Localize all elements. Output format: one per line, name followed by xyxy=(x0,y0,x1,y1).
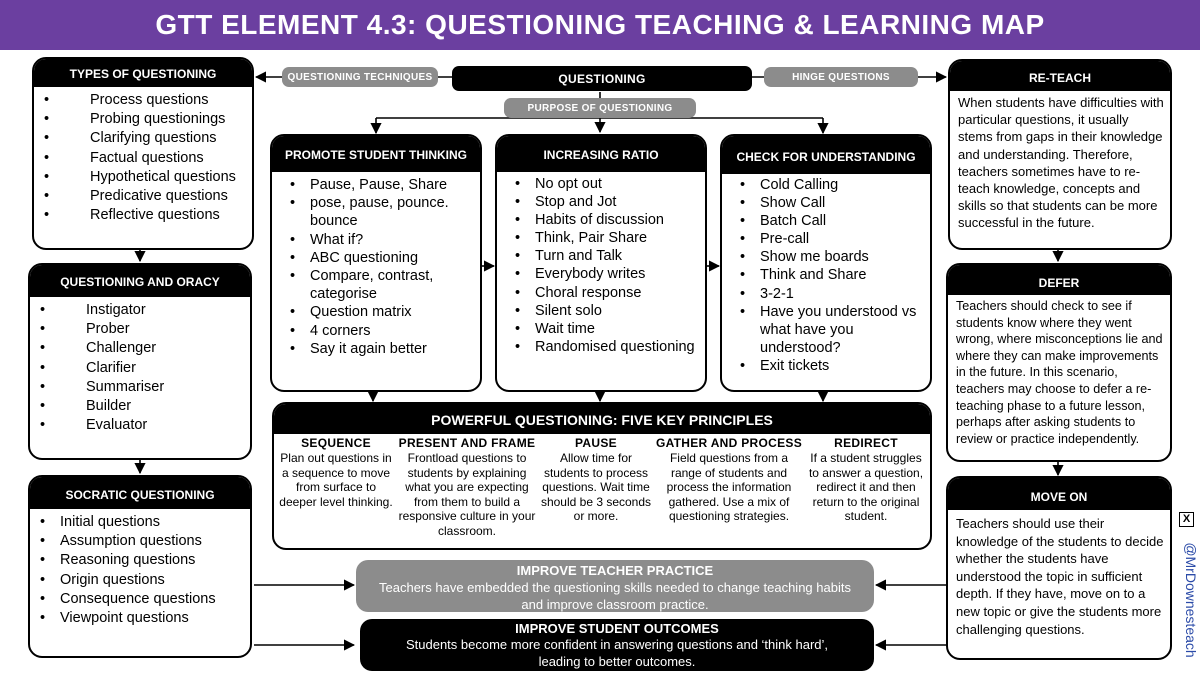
questioning-and-oracy-box xyxy=(28,263,252,460)
principle-text: Plan out questions in a sequence to move from surface to deeper level thinking. xyxy=(279,451,393,509)
move-on-title: MOVE ON xyxy=(948,478,1170,510)
improve-teacher-practice-title: IMPROVE TEACHER PRACTICE xyxy=(516,563,714,578)
list-item: • Say it again better xyxy=(310,340,474,358)
defer-box xyxy=(946,263,1172,462)
promote-student-thinking-title: PROMOTE STUDENT THINKING xyxy=(272,136,480,172)
principle-text: If a student struggles to answer a question, redirect it and then return to the original student. xyxy=(808,451,924,524)
list-item: • Clarifying questions xyxy=(64,129,246,148)
list-item: • 3-2-1 xyxy=(760,285,924,303)
list-item: • Pre-call xyxy=(760,230,924,248)
socratic-questions-list xyxy=(30,509,250,628)
questioning-and-oracy-title: QUESTIONING AND ORACY xyxy=(30,265,250,297)
list-item: • Prober xyxy=(60,320,244,339)
list-item: • Cold Calling xyxy=(760,176,924,194)
list-item: • Show me boards xyxy=(760,248,924,266)
principle-present-and-frame xyxy=(396,434,538,539)
types-of-questioning-list xyxy=(34,87,252,225)
list-item: • Randomised questioning xyxy=(535,338,699,356)
list-item: • Pause, Pause, Share xyxy=(310,176,474,194)
list-item: • Builder xyxy=(60,397,244,416)
list-item: • Have you understood vs what have you understood? xyxy=(760,303,924,357)
list-item: • Silent solo xyxy=(535,302,699,320)
five-key-principles-box xyxy=(272,402,932,550)
list-item: • Question matrix xyxy=(310,303,474,321)
list-item: • Probing questionings xyxy=(64,110,246,129)
list-item: • Hypothetical questions xyxy=(64,168,246,187)
list-item: • Turn and Talk xyxy=(535,247,699,265)
principle-title: GATHER AND PROCESS xyxy=(655,436,803,450)
hinge-questions-label: HINGE QUESTIONS xyxy=(764,67,918,87)
list-item: • Instigator xyxy=(60,301,244,320)
list-item: • Think, Pair Share xyxy=(535,229,699,247)
list-item: • 4 corners xyxy=(310,322,474,340)
principle-gather-and-process xyxy=(654,434,804,539)
types-of-questioning-box xyxy=(32,57,254,250)
defer-title: DEFER xyxy=(948,265,1170,295)
move-on-box xyxy=(946,476,1172,660)
principle-redirect xyxy=(804,434,928,539)
improve-teacher-practice-box xyxy=(356,560,874,612)
questioning-techniques-label: QUESTIONING TECHNIQUES xyxy=(282,67,438,87)
x-logo-icon: X xyxy=(1179,512,1194,527)
improve-student-outcomes-text: Students become more confident in answering questions and ‘think hard’, leading to better outcomes. xyxy=(405,637,829,669)
improve-teacher-practice-text: Teachers have embedded the questioning skills needed to change teaching habits and improve classroom practice. xyxy=(379,580,851,612)
re-teach-title: RE-TEACH xyxy=(950,61,1170,91)
list-item: • Summariser xyxy=(60,378,244,397)
socratic-questioning-box xyxy=(28,475,252,658)
principle-pause xyxy=(538,434,654,539)
five-key-principles-title: POWERFUL QUESTIONING: FIVE KEY PRINCIPLES xyxy=(274,404,930,434)
defer-text: Teachers should check to see if students know where they went wrong, where misconceptions lie and where they can make improvements in the future. In this scenario, teachers may choose to defer a re-teaching phase to a future lesson, perhaps after asking students to review or practice independently. xyxy=(956,299,1163,446)
purpose-of-questioning-label: PURPOSE OF QUESTIONING xyxy=(504,98,696,118)
list-item: • Process questions xyxy=(64,91,246,110)
list-item: • Assumption questions xyxy=(60,532,244,551)
types-of-questioning-title: TYPES OF QUESTIONING xyxy=(34,59,252,87)
list-item: • Origin questions xyxy=(60,571,244,590)
social-handle-text[interactable]: @MrDownesteach xyxy=(1183,542,1199,658)
increasing-ratio-box xyxy=(495,134,707,392)
principle-text: Field questions from a range of students and process the information gathered. Use a mix of questioning strategies. xyxy=(666,451,792,524)
move-on-text: Teachers should use their knowledge of the students to decide whether the students have understood the topic in sufficient depth. If they have, move on to a new topic or give the students more challenging questions. xyxy=(956,516,1164,637)
list-item: • Reasoning questions xyxy=(60,551,244,570)
list-item: • Show Call xyxy=(760,194,924,212)
principle-title: PAUSE xyxy=(575,436,617,450)
social-handle xyxy=(1176,512,1198,662)
list-item: • Initial questions xyxy=(60,513,244,532)
check-understanding-list xyxy=(722,174,930,375)
re-teach-text: When students have difficulties with particular questions, it usually stems from gaps in their knowledge and understanding. Therefore, teachers sometimes have to re-teach knowledge, concepts and skills so that students can be more successful in the future. xyxy=(958,95,1164,231)
principle-text: Frontload questions to students by explaining what you are expecting from them to build a responsive culture in your classroom. xyxy=(398,451,536,538)
list-item: • Clarifier xyxy=(60,359,244,378)
list-item: • Factual questions xyxy=(64,149,246,168)
principle-text: Allow time for students to process questions. Wait time should be 3 seconds or more. xyxy=(540,451,652,524)
list-item: • Habits of discussion xyxy=(535,211,699,229)
list-item: • Exit tickets xyxy=(760,357,924,375)
re-teach-box xyxy=(948,59,1172,250)
page-title: GTT ELEMENT 4.3: QUESTIONING TEACHING & LEARNING MAP xyxy=(0,0,1200,50)
promote-student-thinking-box xyxy=(270,134,482,392)
increasing-ratio-list xyxy=(497,172,705,356)
list-item: • Viewpoint questions xyxy=(60,609,244,628)
list-item: • Reflective questions xyxy=(64,206,246,225)
list-item: • Compare, contrast, categorise xyxy=(310,267,474,303)
list-item: • Batch Call xyxy=(760,212,924,230)
list-item: • Predicative questions xyxy=(64,187,246,206)
principle-title: PRESENT AND FRAME xyxy=(398,436,536,450)
list-item: • No opt out xyxy=(535,175,699,193)
list-item: • Think and Share xyxy=(760,266,924,284)
list-item: • What if? xyxy=(310,231,474,249)
principle-title: SEQUENCE xyxy=(301,436,371,450)
improve-student-outcomes-box xyxy=(360,619,874,671)
principle-sequence xyxy=(276,434,396,539)
list-item: • pose, pause, pounce. bounce xyxy=(310,194,474,230)
list-item: • ABC questioning xyxy=(310,249,474,267)
list-item: • Everybody writes xyxy=(535,265,699,283)
promote-thinking-list xyxy=(272,172,480,358)
check-for-understanding-title: CHECK FOR UNDERSTANDING xyxy=(722,136,930,174)
list-item: • Challenger xyxy=(60,339,244,358)
list-item: • Choral response xyxy=(535,284,699,302)
questioning-label: QUESTIONING xyxy=(452,66,752,91)
check-for-understanding-box xyxy=(720,134,932,392)
increasing-ratio-title: INCREASING RATIO xyxy=(497,136,705,172)
list-item: • Stop and Jot xyxy=(535,193,699,211)
principle-title: REDIRECT xyxy=(834,436,898,450)
socratic-questioning-title: SOCRATIC QUESTIONING xyxy=(30,477,250,509)
list-item: • Consequence questions xyxy=(60,590,244,609)
list-item: • Evaluator xyxy=(60,416,244,435)
list-item: • Wait time xyxy=(535,320,699,338)
improve-student-outcomes-title: IMPROVE STUDENT OUTCOMES xyxy=(515,621,719,636)
oracy-roles-list xyxy=(30,297,250,435)
